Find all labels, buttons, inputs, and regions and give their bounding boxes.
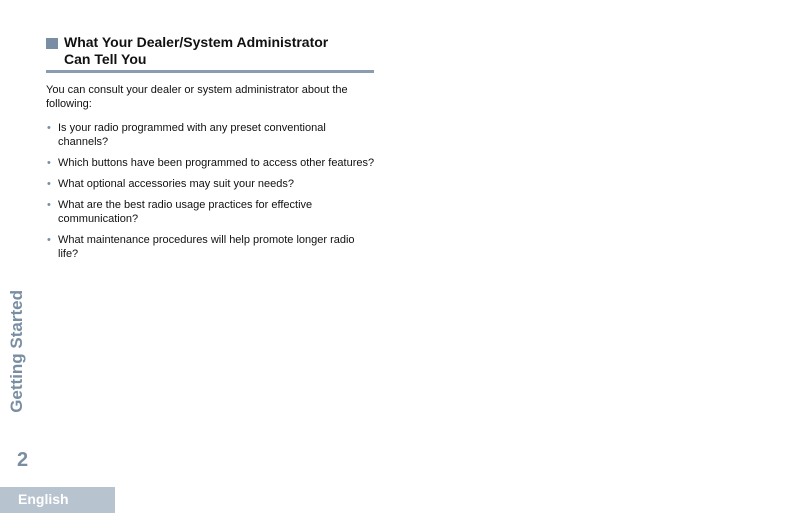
heading-divider [46,70,374,73]
list-item [46,177,376,191]
section-side-tab [5,290,29,420]
page-title [64,34,328,68]
list-item [46,156,376,170]
bullet-icon: • [47,199,51,211]
page-title-line-2: Can Tell You [64,51,147,67]
question-list [46,121,376,268]
section-label: Getting Started [7,290,26,413]
list-item-text: What optional accessories may suit your needs? [58,178,295,190]
bullet-icon: • [47,178,51,190]
list-item-text: Which buttons have been programmed to access other features? [58,157,375,169]
language-label: English [18,491,69,507]
list-item-text: What are the best radio usage practices for effective communication? [58,199,313,225]
bullet-icon: • [47,234,51,246]
intro-paragraph: You can consult your dealer or system administrator about the following: [46,84,348,110]
page-title-line-1: What Your Dealer/System Administrator [64,34,329,50]
list-item-text: Is your radio programmed with any preset conventional channels? [58,122,326,148]
list-item [46,198,376,226]
bullet-icon: • [47,157,51,169]
list-item [46,121,376,149]
language-tab [0,487,115,513]
list-item-text: What maintenance procedures will help promote longer radio life? [58,234,355,260]
list-item [46,233,376,261]
page-number: 2 [17,449,29,471]
bullet-icon: • [47,122,51,134]
heading-square-icon [46,38,58,49]
